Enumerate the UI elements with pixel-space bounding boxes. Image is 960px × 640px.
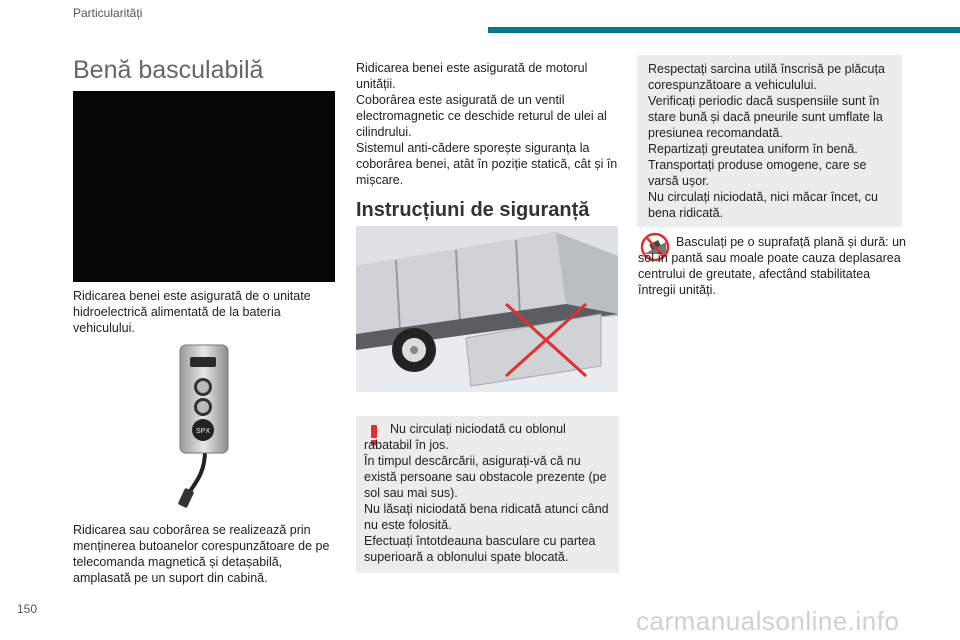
col1-paragraph-1: Ridicarea benei este asigurată de o unitate hidroelectrică alimentată de la bateria vehiculului. — [73, 289, 311, 335]
page-number: 150 — [17, 602, 38, 616]
caution-text: Basculați pe o suprafață plană și dură: un sol în pantă sau moale poate cauza deplasarea centrului de greutate, afectând stabilitatea întregii unități. — [638, 235, 907, 297]
info-text: Respectați sarcina utilă înscrisă pe plăcuța corespunzătoare a vehiculului. Verificați periodic dacă suspensiile sunt în stare bună și dacă pneurile sunt umflate la presiunea recomandată. Repartizați greutatea uniform în benă. Transportați produse omogene, care se varsă ușor. Nu circulați niciodată, nici măcar încet, cu bena ridicată. — [648, 62, 885, 220]
watermark: carmanualsonline.info — [636, 606, 900, 636]
trailer-with-cross-icon — [356, 226, 618, 392]
col2-intro: Ridicarea benei este asigurată de motorul unității. Coborârea este asigurată de un ventil electromagnetic ce deschide returul de ulei al cilindrului. Sistemul anti-cădere sporește siguranța la coborârea benei, atât în poziție statică, cât și în mișcare. — [356, 61, 618, 187]
black-photo — [73, 91, 335, 282]
page-title: Benă basculabilă — [73, 56, 264, 84]
col1-paragraph-2: Ridicarea sau coborârea se realizează prin menținerea butoanelor corespunzătoare de pe telecomanda magnetică și detașabilă, amplasată pe un suport din cabină. — [73, 523, 330, 585]
warning-text: Nu circulați niciodată cu oblonul rabatabil în jos. În timpul descărcării, asigurați-vă că nu există persoane sau obstacole prezente (pe sol sau mai sus). Nu lăsați niciodată bena ridicată atunci când nu este folosită. Efectuați întotdeauna basculare cu partea superioară a oblonului spate blocată. — [364, 422, 609, 564]
header-accent-bar — [488, 27, 960, 33]
remote-label: SPX — [195, 428, 211, 435]
section-heading: Instrucțiuni de siguranță — [356, 199, 590, 221]
remote-control-icon — [175, 343, 235, 513]
section-label: Particularități — [73, 6, 143, 20]
